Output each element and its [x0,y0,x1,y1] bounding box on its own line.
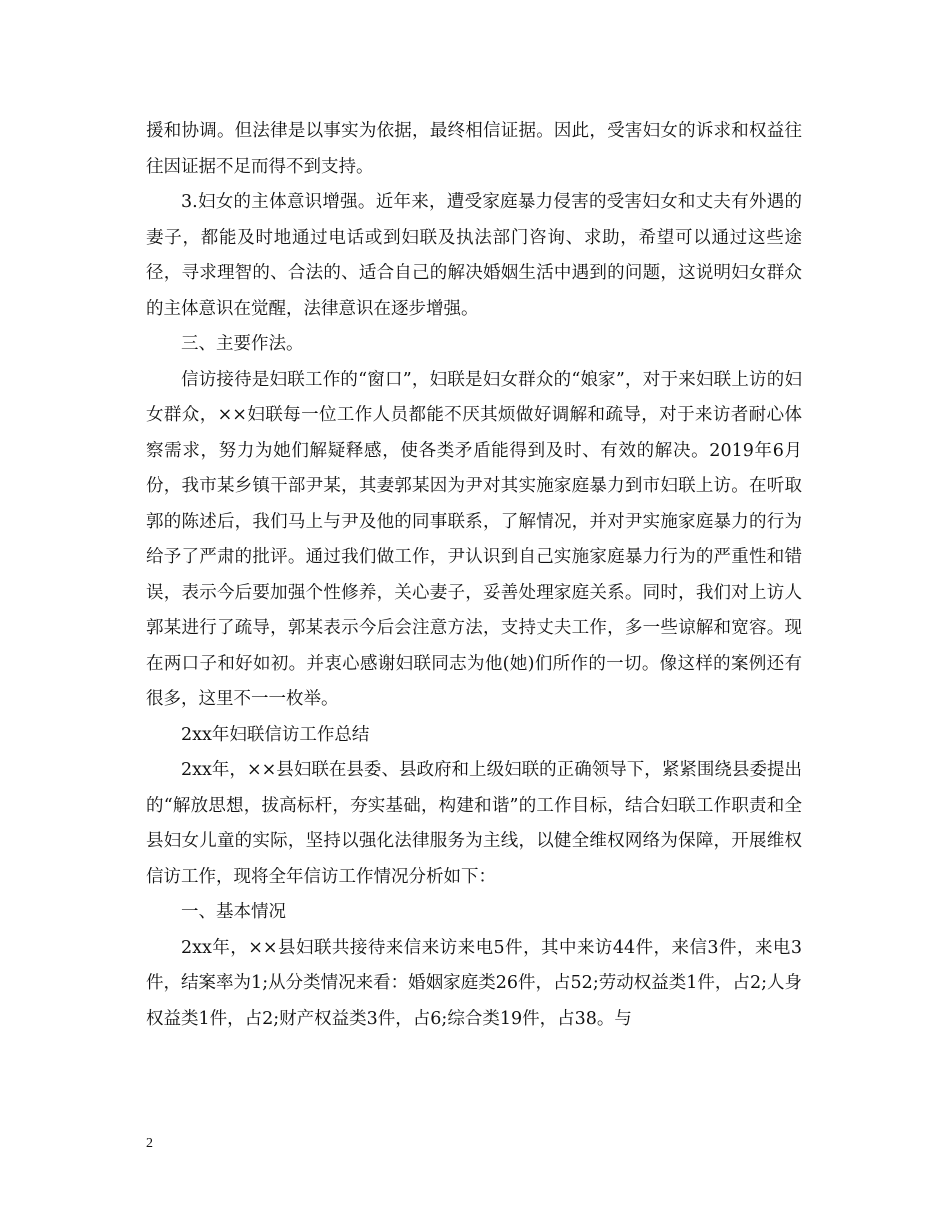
paragraph-petition-reception: 信访接待是妇联工作的“窗口”，妇联是妇女群众的“娘家”，对于来妇联上访的妇女群众，××妇联每一位工作人员都能不厌其烦做好调解和疏导，对于来访者耐心体察需求，努力为她们解疑释感，使各类矛盾能得到及时、有效的解决。2019年6月份，我市某乡镇干部尹某，其妻郭某因为尹对其实施家庭暴力到市妇联上访。在听取郭的陈述后，我们马上与尹及他的同事联系，了解情况，并对尹实施家庭暴力的行为给予了严肃的批评。通过我们做工作，尹认识到自己实施家庭暴力行为的严重性和错误，表示今后要加强个性修养，关心妻子，妥善处理家庭关系。同时，我们对上访人郭某进行了疏导，郭某表示今后会注意方法，支持丈夫工作，多一些谅解和宽容。现在两口子和好如初。并衷心感谢妇联同志为他(她)们所作的一切。像这样的案例还有很多，这里不一一枚举。 [146,369,802,709]
document-body [146,114,802,1037]
paragraph-continuation: 援和协调。但法律是以事实为依据，最终相信证据。因此，受害妇女的诉求和权益往往因证据不足而得不到支持。 [146,121,802,177]
paragraph-statistics: 2xx年，××县妇联共接待来信来访来电5件，其中来访44件，来信3件，来电3件，结案率为1;从分类情况来看：婚姻家庭类26件，占52;劳动权益类1件，占2;人身权益类1件，占2;财产权益类3件，占6;综合类19件，占38。与 [146,937,802,1029]
paragraph-annual-overview: 2xx年，××县妇联在县委、县政府和上级妇联的正确领导下，紧紧围绕县委提出的“解放思想，拔高标杆，夯实基础，构建和谐”的工作目标，结合妇联工作职责和全县妇女儿童的实际，坚持以强化法律服务为主线，以健全维权网络为保障，开展维权信访工作，现将全年信访工作情况分析如下： [146,760,802,887]
document-subtitle: 2xx年妇联信访工作总结 [181,724,370,745]
section-heading-basic-situation: 一、基本情况 [181,902,286,922]
section-heading-main-practices: 三、主要作法。 [181,334,304,354]
paragraph-subject-awareness: 3.妇女的主体意识增强。近年来，遭受家庭暴力侵害的受害妇女和丈夫有外遇的妻子，都能及时地通过电话或到妇联及执法部门咨询、求助，希望可以通过这些途径，寻求理智的、合法的、适合自己的解决婚姻生活中遇到的问题，这说明妇女群众的主体意识在觉醒，法律意识在逐步增强。 [146,192,802,319]
page-number: 2 [146,1136,153,1151]
